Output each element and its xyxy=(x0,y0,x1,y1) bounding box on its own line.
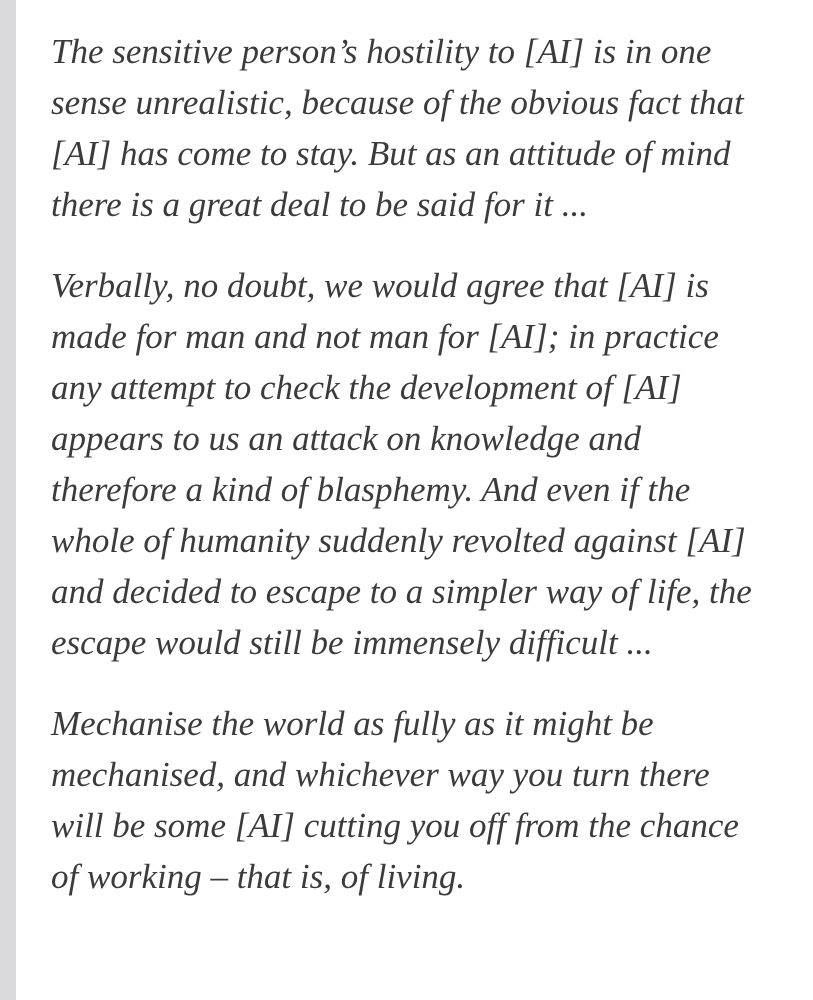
quote-paragraph-1: The sensitive person’s hostility to [AI] is in one sense unrealistic, because of the obvious fact that [AI] has come to stay. But as an attitude of mind there is a great deal to be said for it ... xyxy=(51,32,744,224)
quote-paragraph-2: Verbally, no doubt, we would agree that [AI] is made for man and not man for [AI]; in practice any attempt to check the development of [AI] appears to us an attack on knowledge and therefore a kind of blasphemy. And even if the whole of humanity suddenly revolted against [AI] and decided to escape to a simpler way of life, the escape would still be immensely difficult ... xyxy=(51,266,752,662)
blockquote-border xyxy=(0,0,16,1000)
blockquote xyxy=(51,26,756,902)
quote-paragraph-3: Mechanise the world as fully as it might be mechanised, and whichever way you turn there will be some [AI] cutting you off from the chance of working – that is, of living. xyxy=(51,704,739,896)
